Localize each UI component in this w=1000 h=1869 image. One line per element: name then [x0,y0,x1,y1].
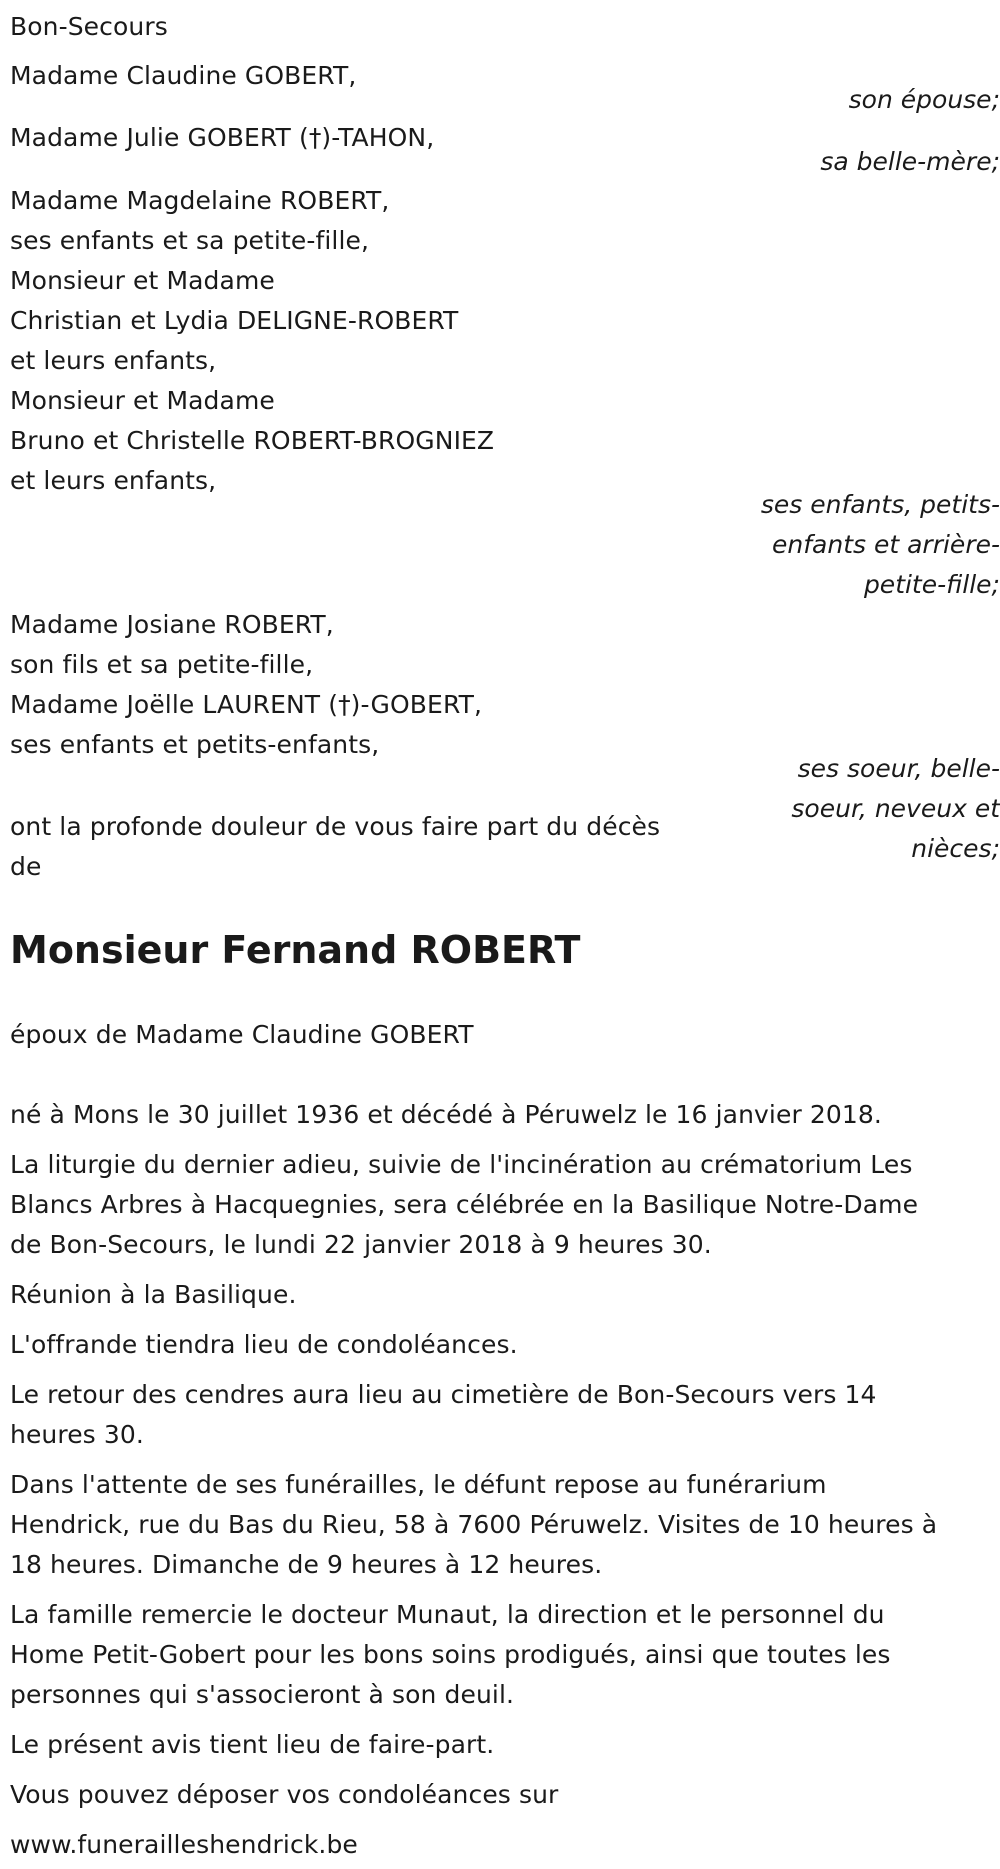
thanks-line: Home Petit-Gobert pour les bons soins prodigués, ainsi que toutes les [10,1640,891,1669]
siblings-line: Madame Joëlle LAURENT (†)-GOBERT, [10,690,483,719]
spouse-name: Madame Claudine GOBERT, [10,61,357,90]
siblings-role-line: soeur, neveux et [791,794,1000,823]
siblings-line: son fils et sa petite-fille, [10,650,314,679]
siblings-line: ses enfants et petits-enfants, [10,730,380,759]
website-link[interactable]: www.funerailleshendrick.be [10,1830,358,1859]
children-line: Bruno et Christelle ROBERT-BROGNIEZ [10,426,495,455]
announcement-line: de [10,852,42,881]
ashes-line: Le retour des cendres aura lieu au cimetière de Bon-Secours vers 14 [10,1380,877,1409]
children-line: Monsieur et Madame [10,386,275,415]
offering-line: L'offrande tiendra lieu de condoléances. [10,1330,518,1359]
children-role-line: ses enfants, petits- [760,490,1000,519]
children-role-line: petite-fille; [863,570,1000,599]
funerarium-line: Dans l'attente de ses funérailles, le défunt repose au funérarium [10,1470,827,1499]
children-line: ses enfants et sa petite-fille, [10,226,370,255]
deceased-name: Monsieur Fernand ROBERT [10,928,581,972]
place-name: Bon-Secours [10,12,168,41]
condolences-line: Vous pouvez déposer vos condoléances sur [10,1780,559,1809]
mother-in-law-name: Madame Julie GOBERT (†)-TAHON, [10,123,435,152]
funerarium-line: 18 heures. Dimanche de 9 heures à 12 heures. [10,1550,603,1579]
announcement-line: ont la profonde douleur de vous faire part du décès [10,812,661,841]
thanks-line: personnes qui s'associeront à son deuil. [10,1680,515,1709]
deceased-spouse-line: époux de Madame Claudine GOBERT [10,1020,474,1049]
children-role-line: enfants et arrière- [772,530,1000,559]
liturgy-line: Blancs Arbres à Hacquegnies, sera célébrée en la Basilique Notre-Dame [10,1190,919,1219]
notice-line: Le présent avis tient lieu de faire-part. [10,1730,495,1759]
spouse-role: son épouse; [848,85,1000,114]
siblings-line: Madame Josiane ROBERT, [10,610,334,639]
children-line: Madame Magdelaine ROBERT, [10,186,390,215]
liturgy-line: de Bon-Secours, le lundi 22 janvier 2018 à 9 heures 30. [10,1230,712,1259]
ashes-line: heures 30. [10,1420,144,1449]
siblings-role-line: nièces; [911,834,1000,863]
children-line: Christian et Lydia DELIGNE-ROBERT [10,306,459,335]
mother-in-law-role: sa belle-mère; [820,147,1000,176]
meeting-line: Réunion à la Basilique. [10,1280,297,1309]
birth-death-line: né à Mons le 30 juillet 1936 et décédé à Péruwelz le 16 janvier 2018. [10,1100,882,1129]
liturgy-line: La liturgie du dernier adieu, suivie de l'incinération au crématorium Les [10,1150,913,1179]
thanks-line: La famille remercie le docteur Munaut, la direction et le personnel du [10,1600,885,1629]
children-line: et leurs enfants, [10,466,217,495]
children-line: Monsieur et Madame [10,266,275,295]
siblings-role-line: ses soeur, belle- [797,754,1000,783]
funerarium-line: Hendrick, rue du Bas du Rieu, 58 à 7600 Péruwelz. Visites de 10 heures à [10,1510,938,1539]
children-line: et leurs enfants, [10,346,217,375]
